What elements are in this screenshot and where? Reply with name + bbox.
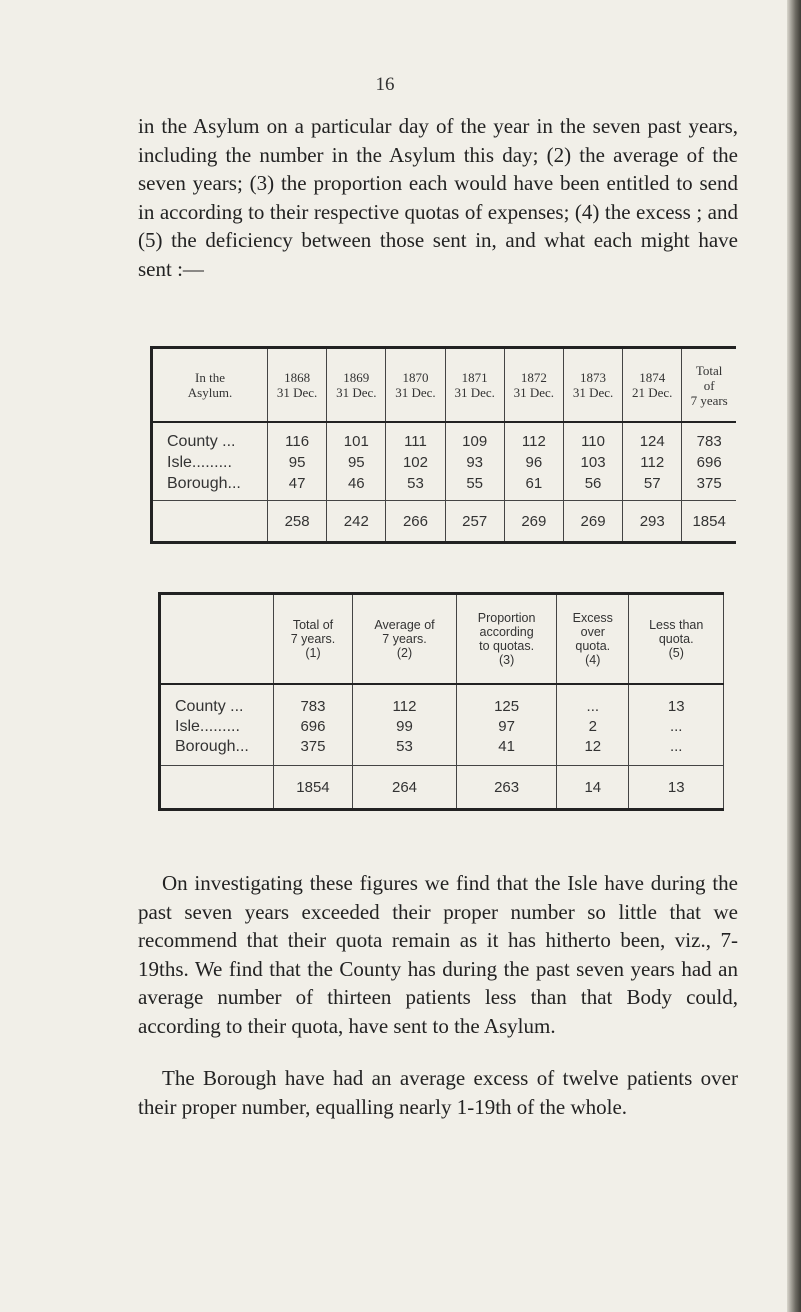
table-cell: ...: [629, 717, 724, 737]
table-cell: 95: [327, 452, 386, 473]
quota-comparison-table: [158, 592, 724, 811]
total-cell: 257: [445, 501, 504, 543]
table-cell: 53: [386, 473, 445, 501]
table-cell: 46: [327, 473, 386, 501]
header-cell-year: 1873 31 Dec.: [563, 348, 622, 423]
table-cell: 99: [352, 717, 456, 737]
paragraph-findings: On investigating these figures we find that the Isle have during the past seven years exceeded their proper number so little that we recommend that their quota remain as it has hitherto been, viz., 7-19ths. We find that the County has during the past seven years had an average number of thirteen patients less than that Body could, according to their quota, have sent to the Asylum.: [138, 871, 738, 1038]
table-cell: 116: [268, 422, 327, 452]
table-row: [160, 717, 724, 737]
total-cell: 1854: [274, 766, 353, 810]
table-row: [160, 737, 724, 766]
total-cell: 269: [563, 501, 622, 543]
table-cell: 125: [457, 684, 557, 717]
total-cell: 293: [623, 501, 682, 543]
row-label: Borough...: [175, 738, 249, 755]
table-cell: 53: [352, 737, 456, 766]
header-cell-year: 1874 21 Dec.: [623, 348, 682, 423]
header-cell-year: 1870 31 Dec.: [386, 348, 445, 423]
header-cell-empty: [160, 594, 274, 685]
intro-paragraph: in the Asylum on a particular day of the year in the seven past years, including the number in the Asylum this day; (2) the average of the seven years; (3) the proportion each would have been entitled to send in according to their respective quotas of expenses; (4) the excess ; and (5) the deficiency between those sent in, and what each might have sent :—: [138, 114, 738, 281]
header-cell-total: Total of 7 years: [682, 348, 736, 423]
paragraph-borough: The Borough have had an average excess of twelve patients over their proper number, equalling nearly 1-19th of the whole.: [138, 1066, 738, 1119]
table-cell: 56: [563, 473, 622, 501]
row-label: Isle.........: [175, 718, 240, 735]
page-number: 16: [375, 74, 395, 95]
total-cell: 263: [457, 766, 557, 810]
table-cell: 111: [386, 422, 445, 452]
table-header-row: [152, 348, 737, 423]
empty-cell: [160, 766, 274, 810]
row-label: Borough...: [167, 475, 241, 492]
header-cell-year: 1869 31 Dec.: [327, 348, 386, 423]
table-cell: 102: [386, 452, 445, 473]
table-cell: 97: [457, 717, 557, 737]
header-cell-year: 1868 31 Dec.: [268, 348, 327, 423]
row-label: Isle.........: [167, 454, 232, 471]
table-cell: ...: [557, 684, 629, 717]
table-header-row: [160, 594, 724, 685]
table-cell: 696: [274, 717, 353, 737]
header-cell-year: 1872 31 Dec.: [504, 348, 563, 423]
table-cell: 55: [445, 473, 504, 501]
table-cell: 112: [504, 422, 563, 452]
table-cell: 47: [268, 473, 327, 501]
totals-row: [152, 501, 737, 543]
total-cell: 1854: [682, 501, 736, 543]
row-label: County ...: [175, 698, 244, 715]
table-cell: 783: [682, 422, 736, 452]
table-cell: 103: [563, 452, 622, 473]
total-cell: 14: [557, 766, 629, 810]
header-cell-label: In the Asylum.: [152, 348, 268, 423]
table-cell: 57: [623, 473, 682, 501]
table-row: [160, 684, 724, 717]
table-cell: 2: [557, 717, 629, 737]
table-cell: 110: [563, 422, 622, 452]
header-cell: Total of 7 years. (1): [274, 594, 353, 685]
header-cell: Proportion according to quotas. (3): [457, 594, 557, 685]
header-cell: Excess over quota. (4): [557, 594, 629, 685]
table-row: [152, 473, 737, 501]
table-cell: 95: [268, 452, 327, 473]
table-cell: 124: [623, 422, 682, 452]
table-cell: 96: [504, 452, 563, 473]
asylum-yearly-table: [150, 346, 736, 544]
empty-cell: [152, 501, 268, 543]
table-cell: 41: [457, 737, 557, 766]
table-cell: 12: [557, 737, 629, 766]
table-cell: 375: [682, 473, 736, 501]
table-row: [152, 452, 737, 473]
total-cell: 269: [504, 501, 563, 543]
total-cell: 264: [352, 766, 456, 810]
table-cell: 112: [352, 684, 456, 717]
totals-row: [160, 766, 724, 810]
table-cell: 101: [327, 422, 386, 452]
total-cell: 242: [327, 501, 386, 543]
table-row: [152, 422, 737, 452]
table-cell: 375: [274, 737, 353, 766]
table-cell: 61: [504, 473, 563, 501]
table-cell: 13: [629, 684, 724, 717]
header-cell: Average of 7 years. (2): [352, 594, 456, 685]
table-cell: 93: [445, 452, 504, 473]
table-cell: 112: [623, 452, 682, 473]
table-cell: ...: [629, 737, 724, 766]
row-label: County ...: [167, 433, 236, 450]
table-cell: 696: [682, 452, 736, 473]
total-cell: 266: [386, 501, 445, 543]
total-cell: 258: [268, 501, 327, 543]
page-edge-shadow: [787, 0, 801, 1312]
header-cell: Less than quota. (5): [629, 594, 724, 685]
total-cell: 13: [629, 766, 724, 810]
table-cell: 109: [445, 422, 504, 452]
header-cell-year: 1871 31 Dec.: [445, 348, 504, 423]
table-cell: 783: [274, 684, 353, 717]
